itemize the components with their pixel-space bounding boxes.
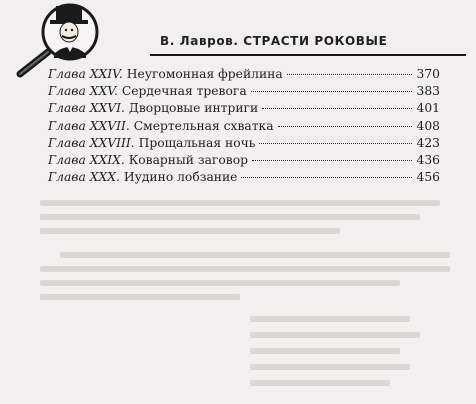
toc-row (48, 66, 440, 83)
toc-row (48, 118, 440, 135)
reverse-side-show-through (0, 190, 476, 404)
chapter-title: Смертельная схватка (133, 118, 274, 133)
dot-leader (278, 126, 412, 127)
page-header (0, 0, 476, 58)
ghost-line (40, 214, 420, 220)
toc-row (48, 135, 440, 152)
chapter-label: Глава XXX. (48, 170, 120, 185)
chapter-label: Глава XXVII. (48, 118, 130, 133)
table-of-contents (48, 66, 440, 186)
dot-leader (251, 91, 412, 92)
ghost-line (250, 332, 420, 338)
page-number: 408 (416, 118, 440, 133)
running-head: В. Лавров. СТРАСТИ РОКОВЫЕ (160, 34, 388, 48)
chapter-label: Глава XXIV. (48, 67, 123, 81)
page-number: 370 (416, 67, 440, 81)
ghost-line (250, 348, 400, 354)
page-number: 383 (416, 84, 440, 99)
ghost-line (40, 200, 440, 206)
dot-leader (287, 74, 412, 75)
ghost-line (40, 294, 240, 300)
dot-leader (262, 108, 412, 109)
page-number: 436 (416, 152, 440, 167)
ghost-line (250, 316, 410, 322)
page-number: 456 (416, 170, 440, 185)
header-rule (150, 54, 466, 56)
chapter-title: Коварный заговор (128, 152, 248, 167)
chapter-title: Сердечная тревога (121, 84, 247, 99)
toc-row (48, 100, 440, 117)
chapter-label: Глава XXVI. (48, 101, 125, 116)
ghost-line (40, 266, 450, 272)
chapter-title: Иудино лобзание (123, 170, 238, 185)
chapter-title: Дворцовые интриги (128, 101, 259, 116)
ghost-line (60, 252, 450, 258)
chapter-label: Глава XXV. (48, 84, 118, 99)
chapter-label: Глава XXIX. (48, 152, 125, 167)
toc-row (48, 152, 440, 169)
dot-leader (252, 160, 412, 161)
chapter-label: Глава XXVIII. (48, 135, 135, 150)
page-number: 401 (416, 101, 440, 116)
ghost-line (40, 280, 400, 286)
chapter-title: Прощальная ночь (138, 135, 256, 150)
chapter-title: Неугомонная фрейлина (126, 67, 283, 81)
dot-leader (241, 177, 412, 178)
page-number: 423 (416, 135, 440, 150)
ghost-line (250, 380, 390, 386)
dot-leader (259, 143, 412, 144)
toc-row (48, 169, 440, 186)
toc-row (48, 83, 440, 100)
ghost-line (40, 228, 340, 234)
ghost-line (250, 364, 410, 370)
